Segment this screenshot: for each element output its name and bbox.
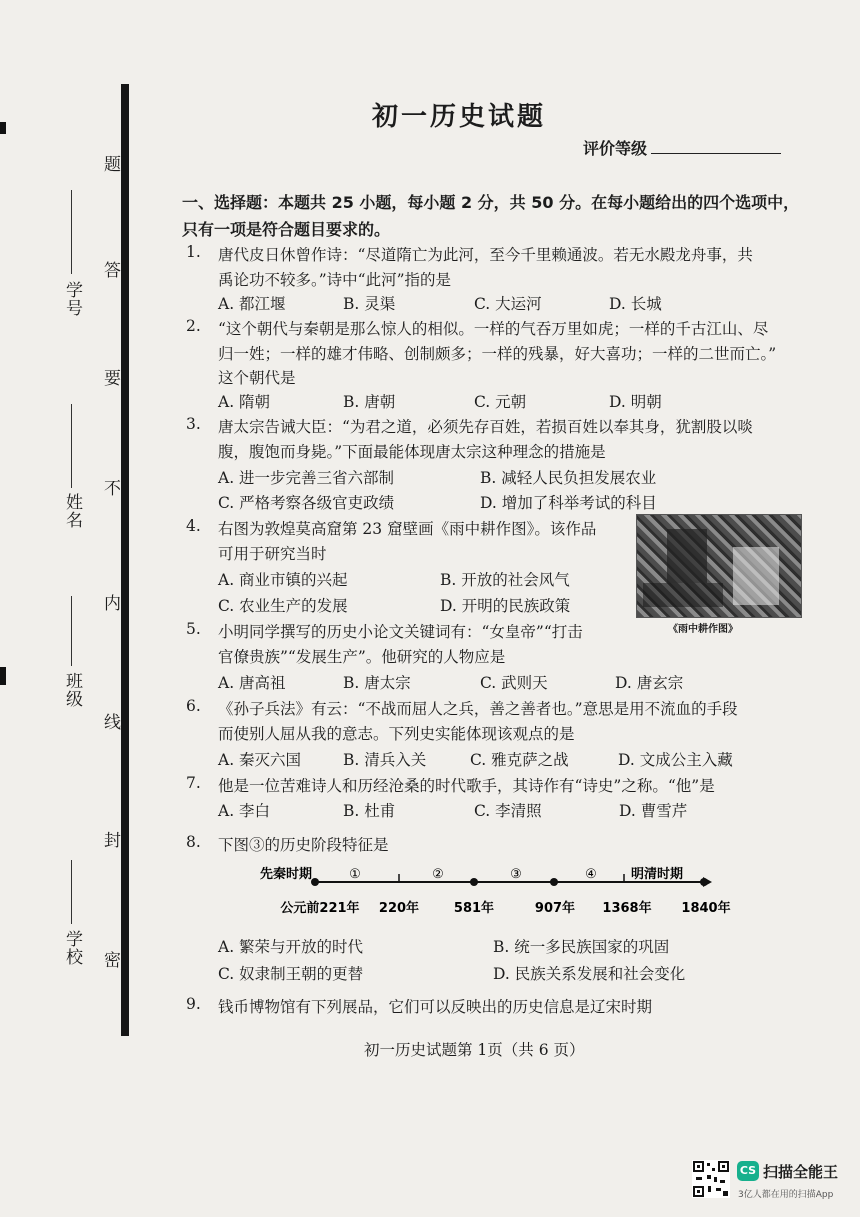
grade-label: 评价等级 <box>583 139 648 158</box>
option: A. 李白 <box>218 802 271 820</box>
field-label-school: 学校 <box>62 930 82 966</box>
question-number: 1. <box>186 243 201 261</box>
question-number: 4. <box>186 517 201 535</box>
option: D. 民族关系发展和社会变化 <box>493 965 686 983</box>
question-text: 他是一位苦难诗人和历经沧桑的时代歌手，其诗作有“诗史”之称。“他”是 <box>218 777 715 795</box>
seal-char: 要 <box>104 369 121 389</box>
option: B. 统一多民族国家的巩固 <box>493 938 670 956</box>
name-field-line <box>71 404 72 488</box>
scanner-app-name: 扫描全能王 <box>763 1163 839 1181</box>
seal-char: 线 <box>104 713 121 733</box>
option: D. 长城 <box>609 295 662 313</box>
question-text: “这个朝代与秦朝是那么惊人的相似。一样的气吞万里如虎；一样的千古江山、尽 <box>218 320 769 338</box>
question-text: 这个朝代是 <box>218 369 296 387</box>
qr-code-icon <box>692 1160 730 1198</box>
option: A. 秦灭六国 <box>218 751 302 769</box>
scan-mark <box>0 667 6 685</box>
option: D. 曹雪芹 <box>619 802 688 820</box>
field-label-class: 班级 <box>62 672 82 708</box>
school-field-line <box>71 860 72 924</box>
question-text: 禹论功不较多。”诗中“此河”指的是 <box>218 271 452 289</box>
timeline-stage: ④ <box>585 867 597 882</box>
figure-caption: 《雨中耕作图》 <box>668 624 738 635</box>
class-field-line <box>71 596 72 666</box>
question-text: 《孙子兵法》有云：“不战而屈人之兵，善之善者也。”意思是用不流血的手段 <box>218 700 738 718</box>
page-footer: 初一历史试题第 1页（共 6 页） <box>364 1041 585 1059</box>
cs-logo-icon: CS <box>737 1161 759 1181</box>
scanner-app-tagline: 3亿人都在用的扫描App <box>738 1190 834 1200</box>
question-text: 而使别人屈从我的意志。下列史实能体现该观点的是 <box>218 725 575 743</box>
option: B. 开放的社会风气 <box>440 571 570 589</box>
question-number: 3. <box>186 415 201 433</box>
option: D. 明朝 <box>609 393 662 411</box>
grade-field-line <box>651 153 781 154</box>
option: A. 都江堰 <box>218 295 286 313</box>
question-text: 唐代皮日休曾作诗：“尽道隋亡为此河，至今千里赖通波。若无水殿龙舟事，共 <box>218 246 753 264</box>
question-number: 2. <box>186 317 201 335</box>
timeline-date: 1840年 <box>681 901 731 916</box>
option: A. 繁荣与开放的时代 <box>218 938 364 956</box>
option: B. 清兵入关 <box>343 751 427 769</box>
question-text: 小明同学撰写的历史小论文关键词有：“女皇帝”“打击 <box>218 623 583 641</box>
question-number: 9. <box>186 995 201 1013</box>
option: D. 开明的民族政策 <box>440 597 571 615</box>
timeline-date: 581年 <box>453 901 495 916</box>
option: B. 唐太宗 <box>343 674 411 692</box>
seal-char: 密 <box>104 951 121 971</box>
question-text: 唐太宗告诫大臣：“为君之道，必须先存百姓，若损百姓以奉其身，犹割股以啖 <box>218 418 753 436</box>
option: A. 进一步完善三省六部制 <box>218 469 395 487</box>
option: C. 李清照 <box>474 802 542 820</box>
question-text: 钱币博物馆有下列展品，它们可以反映出的历史信息是辽宋时期 <box>218 998 653 1016</box>
timeline-node <box>700 878 708 886</box>
seal-char: 题 <box>104 155 121 175</box>
seal-char: 不 <box>104 479 121 499</box>
option: C. 严格考察各级官吏政绩 <box>218 494 395 512</box>
timeline-stage: ① <box>349 867 361 882</box>
timeline-node <box>311 878 319 886</box>
question-number: 6. <box>186 697 201 715</box>
option: A. 唐高祖 <box>218 674 286 692</box>
option: B. 唐朝 <box>343 393 396 411</box>
timeline-node <box>470 878 478 886</box>
question-text: 右图为敦煌莫高窟第 23 窟壁画《雨中耕作图》。该作品 <box>218 520 597 538</box>
page-title: 初一历史试题 <box>372 102 547 132</box>
question-number: 7. <box>186 774 201 792</box>
question-text: 下图③的历史阶段特征是 <box>218 836 389 854</box>
question-text: 归一姓；一样的雄才伟略、创制颇多；一样的残暴，好大喜功；一样的二世而亡。” <box>218 345 777 363</box>
option: B. 减轻人民负担发展农业 <box>480 469 657 487</box>
timeline-stage: ② <box>432 867 444 882</box>
history-timeline <box>250 866 750 922</box>
timeline-date: 220年 <box>378 901 420 916</box>
seal-char: 封 <box>104 831 121 851</box>
section-heading-cont: 只有一项是符合题目要求的。 <box>182 220 391 239</box>
option: D. 文成公主入藏 <box>618 751 733 769</box>
option: D. 增加了科举考试的科目 <box>480 494 657 512</box>
field-label-name: 姓名 <box>62 493 82 529</box>
option: C. 雅克萨之战 <box>470 751 569 769</box>
option: B. 灵渠 <box>343 295 396 313</box>
question-text: 腹，腹饱而身毙。”下面最能体现唐太宗这种理念的措施是 <box>218 443 606 461</box>
question-number: 5. <box>186 620 201 638</box>
mural-image <box>636 514 802 618</box>
timeline-date: 1368年 <box>602 901 652 916</box>
section-heading: 一、选择题：本题共 25 小题，每小题 2 分，共 50 分。在每小题给出的四个选项中， <box>182 193 800 212</box>
timeline-end-label: 明清时期 <box>631 867 684 882</box>
timeline-start-label: 先秦时期 <box>260 867 313 882</box>
question-text: 官僚贵族”“发展生产”。他研究的人物应是 <box>218 648 506 666</box>
timeline-date: 公元前221年 <box>280 901 360 916</box>
seal-char: 内 <box>104 594 121 614</box>
option: C. 武则天 <box>480 674 548 692</box>
option: D. 唐玄宗 <box>615 674 684 692</box>
option: C. 农业生产的发展 <box>218 597 348 615</box>
timeline-stage: ③ <box>510 867 522 882</box>
option: C. 元朝 <box>474 393 527 411</box>
scan-mark <box>0 122 6 134</box>
field-label-student-id: 学号 <box>62 281 82 317</box>
timeline-date: 907年 <box>534 901 576 916</box>
option: C. 大运河 <box>474 295 542 313</box>
timeline-node <box>550 878 558 886</box>
option: A. 隋朝 <box>218 393 271 411</box>
binding-bar <box>121 84 129 1036</box>
question-text: 可用于研究当时 <box>218 545 327 563</box>
option: A. 商业市镇的兴起 <box>218 571 348 589</box>
question-number: 8. <box>186 833 201 851</box>
seal-char: 答 <box>104 261 121 281</box>
option: C. 奴隶制王朝的更替 <box>218 965 364 983</box>
student-id-field-line <box>71 190 72 274</box>
option: B. 杜甫 <box>343 802 396 820</box>
